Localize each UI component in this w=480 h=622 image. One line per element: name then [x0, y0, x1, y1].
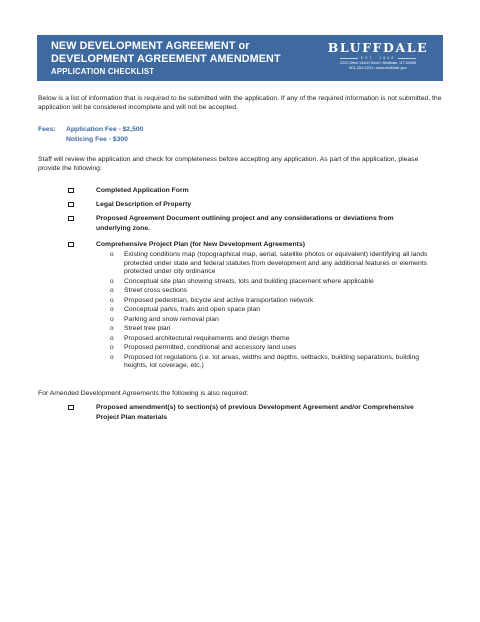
list-item — [110, 251, 442, 277]
project-plan-requirements — [110, 251, 442, 372]
document-title-line-1: NEW DEVELOPMENT AGREEMENT or — [51, 40, 250, 52]
list-item-text: Proposed permitted, conditional and accessory land uses — [124, 344, 297, 351]
checklist-label: Comprehensive Project Plan (for New Development Agreements) — [96, 241, 305, 248]
checkbox-icon[interactable] — [68, 216, 74, 222]
amended-agreements-note: For Amended Development Agreements the following is also required: — [38, 390, 249, 397]
checkbox-icon[interactable] — [68, 405, 74, 411]
bluffdale-logo — [323, 41, 433, 71]
intro-section — [38, 94, 442, 112]
logo-wordmark: BLUFFDALE — [327, 40, 429, 55]
checkbox-icon[interactable] — [68, 202, 74, 208]
application-fee: Application Fee - $2,500 — [66, 126, 144, 133]
noticing-fee: Noticing Fee - $300 — [66, 135, 128, 143]
fees-label: Fees: — [38, 126, 56, 133]
checkbox-icon[interactable] — [68, 242, 74, 248]
list-item-text: Existing conditions map (topographical map, aerial, satellite photos or equivalent) identifying all lands protected under state and federal statutes from development and any additional features or elements protected under city ordinance — [124, 251, 428, 275]
title-block — [51, 40, 321, 77]
circle-bullet-icon: o — [110, 296, 114, 304]
circle-bullet-icon: o — [110, 344, 114, 351]
circle-bullet-icon: o — [110, 306, 114, 313]
document-subtitle: APPLICATION CHECKLIST — [51, 67, 155, 76]
checkbox-icon[interactable] — [68, 188, 74, 194]
list-item-text: Proposed lot regulations (i.e. lot areas, widths and depths, setbacks, building separations, building heights, lot coverage, etc.) — [124, 353, 420, 369]
document-title-line-2: DEVELOPMENT AGREEMENT AMENDMENT — [51, 53, 281, 65]
list-item-text: Proposed architectural requirements and design theme — [124, 334, 290, 342]
header-banner — [37, 35, 443, 81]
circle-bullet-icon: o — [110, 334, 114, 342]
checklist-label: Proposed Agreement Document outlining project and any considerations or deviations from underlying zone. — [96, 215, 394, 232]
list-item-text: Parking and snow removal plan — [124, 315, 219, 323]
checklist-label: Legal Description of Property — [96, 201, 192, 208]
checklist-label: Proposed amendment(s) to section(s) of previous Development Agreement and/or Comprehensive Project Plan materials — [96, 404, 414, 421]
city-address: 2222 West 14400 South, Bluffdale, UT 84065 — [339, 61, 417, 65]
list-item — [110, 344, 442, 353]
circle-bullet-icon: o — [110, 353, 114, 361]
list-item — [110, 278, 442, 287]
circle-bullet-icon: o — [110, 251, 114, 258]
list-item — [110, 325, 442, 334]
list-item — [110, 287, 442, 296]
list-item-text: Street tree plan — [124, 325, 171, 332]
staff-review-paragraph: Staff will review the application and check for completeness before accepting any application. As part of the application, please provide the following: — [38, 156, 419, 172]
intro-paragraph: Below is a list of information that is required to be submitted with the application. If any of the required information is not submitted, the application will be considered incomplete and will not be accepted. — [38, 95, 442, 111]
city-contact: 801.254.2200 • www.bluffdale.gov — [349, 66, 407, 71]
circle-bullet-icon: o — [110, 315, 114, 323]
checklist-label: Completed Application Form — [96, 187, 189, 194]
circle-bullet-icon: o — [110, 287, 114, 294]
list-item-text: Street cross sections — [124, 287, 188, 294]
logo-established: EST. 1848 — [323, 55, 433, 61]
list-item — [110, 335, 442, 344]
list-item — [110, 316, 442, 325]
circle-bullet-icon: o — [110, 277, 114, 285]
list-item — [110, 306, 442, 315]
list-item — [110, 354, 442, 371]
list-item-text: Conceptual parks, trails and open space plan — [124, 306, 261, 313]
list-item — [110, 297, 442, 306]
circle-bullet-icon: o — [110, 325, 114, 332]
list-item-text: Proposed pedestrian, bicycle and active transportation network — [124, 296, 314, 304]
list-item-text: Conceptual site plan showing streets, lots and building placement where applicable — [124, 277, 374, 285]
